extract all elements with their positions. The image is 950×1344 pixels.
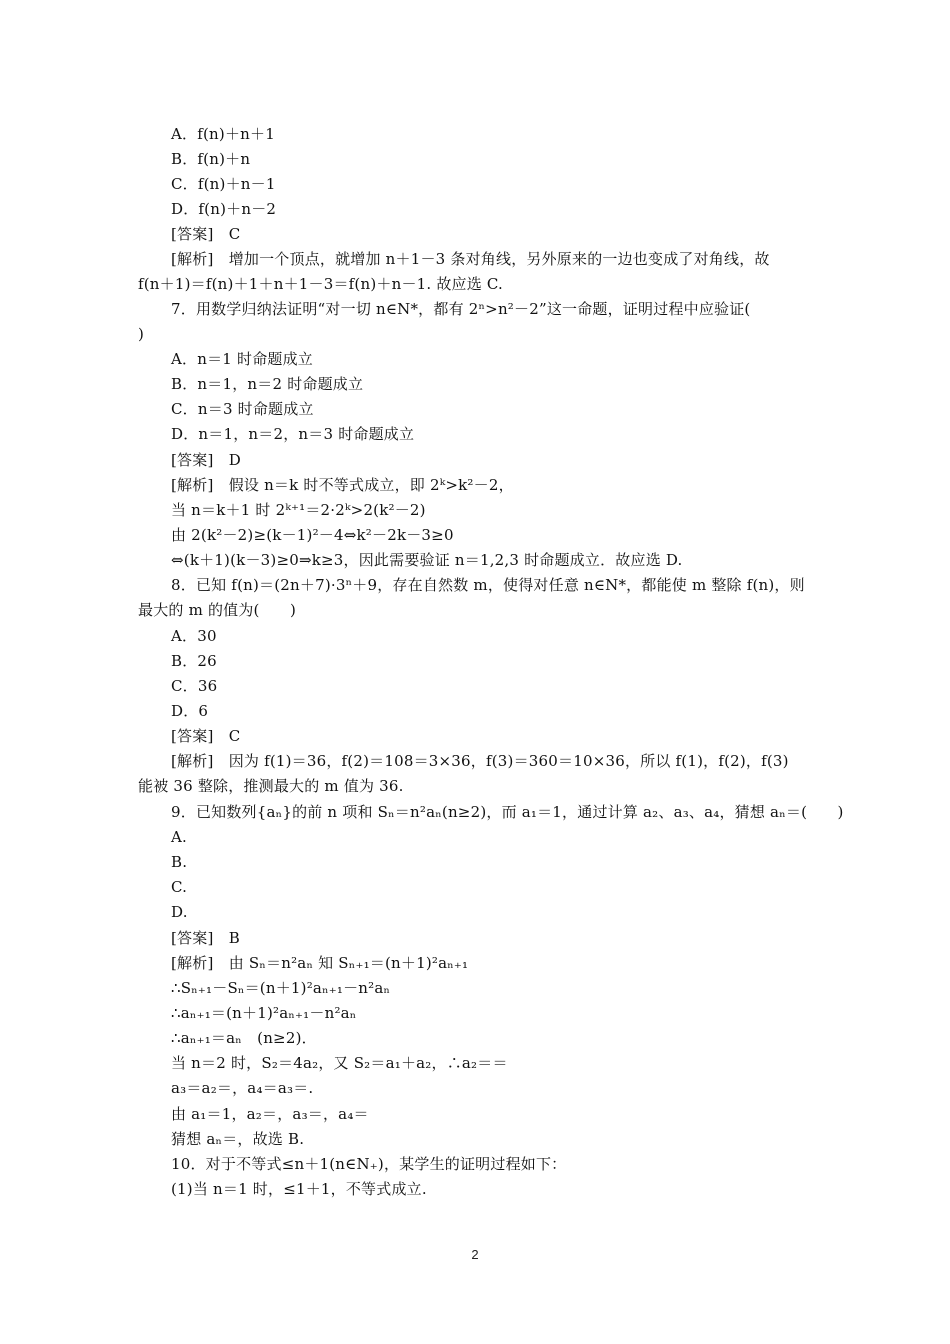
option-c: C．f(n)＋n－1 [171, 175, 276, 193]
option-c: C．36 [171, 677, 218, 695]
analysis-line: 当 n＝2 时，S₂＝4a₂，又 S₂＝a₁＋a₂，∴a₂＝＝ [171, 1054, 508, 1072]
option-b: B. [171, 853, 188, 871]
analysis-line: 当 n＝k＋1 时 2ᵏ⁺¹＝2·2ᵏ>2(k²－2) [171, 501, 426, 519]
option-b: B．26 [171, 652, 217, 670]
question-7-cont: ) [138, 325, 145, 343]
option-d: D．6 [171, 702, 209, 720]
question-7: 7．用数学归纳法证明“对一切 n∈N*，都有 2ⁿ>n²－2”这一命题，证明过程中应验证( [171, 300, 751, 318]
answer-line: [答案] B [171, 929, 240, 947]
option-d: D．f(n)＋n－2 [171, 200, 277, 218]
option-a: A．f(n)＋n＋1 [171, 125, 275, 143]
option-a: A．n＝1 时命题成立 [171, 350, 314, 368]
option-d: D. [171, 903, 188, 921]
analysis-line: ∴aₙ₊₁＝(n＋1)²aₙ₊₁－n²aₙ [171, 1004, 357, 1022]
analysis-line: [解析] 假设 n＝k 时不等式成立，即 2ᵏ>k²－2， [171, 476, 514, 494]
analysis-line: [解析] 因为 f(1)＝36，f(2)＝108＝3×36，f(3)＝360＝10×36，所以 f(1)，f(2)，f(3) [171, 752, 789, 770]
answer-line: [答案] C [171, 727, 241, 745]
option-c: C. [171, 878, 188, 896]
question-10: 10．对于不等式≤n＋1(n∈N₊)，某学生的证明过程如下： [171, 1155, 567, 1173]
option-b: B．n＝1，n＝2 时命题成立 [171, 375, 364, 393]
analysis-line: [解析] 增加一个顶点，就增加 n＋1－3 条对角线，另外原来的一边也变成了对角线，故 [171, 250, 770, 268]
question-8-cont: 最大的 m 的值为( ) [138, 601, 297, 619]
analysis-line: f(n＋1)＝f(n)＋1＋n＋1－3＝f(n)＋n－1. 故应选 C. [138, 275, 504, 293]
analysis-line: ∴Sₙ₊₁－Sₙ＝(n＋1)²aₙ₊₁－n²aₙ [171, 979, 391, 997]
analysis-line: ⇔(k＋1)(k－3)≥0⇒k≥3，因此需要验证 n＝1,2,3 时命题成立．故应选 D. [171, 551, 683, 569]
analysis-line: [解析] 由 Sₙ＝n²aₙ 知 Sₙ₊₁＝(n＋1)²aₙ₊₁ [171, 954, 469, 972]
question-8: 8．已知 f(n)＝(2n＋7)·3ⁿ＋9，存在自然数 m，使得对任意 n∈N*，都能使 m 整除 f(n)，则 [171, 576, 805, 594]
question-10-step: (1)当 n＝1 时，≤1＋1，不等式成立. [171, 1180, 427, 1198]
analysis-line: 能被 36 整除，推测最大的 m 值为 36. [138, 777, 404, 795]
option-a: A. [171, 828, 188, 846]
analysis-line: 猜想 aₙ＝，故选 B. [171, 1130, 305, 1148]
option-b: B．f(n)＋n [171, 150, 251, 168]
answer-line: [答案] C [171, 225, 241, 243]
option-a: A．30 [171, 627, 217, 645]
answer-line: [答案] D [171, 451, 241, 469]
analysis-line: ∴aₙ₊₁＝aₙ (n≥2)． [171, 1029, 317, 1047]
question-9: 9．已知数列{aₙ}的前 n 项和 Sₙ＝n²aₙ(n≥2)，而 a₁＝1，通过计算 a₂、a₃、a₄，猜想 aₙ＝( ) [171, 803, 844, 821]
page-number: 2 [471, 1247, 479, 1262]
option-d: D．n＝1，n＝2，n＝3 时命题成立 [171, 425, 415, 443]
analysis-line: a₃＝a₂＝，a₄＝a₃＝. [171, 1079, 314, 1097]
option-c: C．n＝3 时命题成立 [171, 400, 314, 418]
analysis-line: 由 a₁＝1，a₂＝，a₃＝，a₄＝ [171, 1105, 369, 1123]
analysis-line: 由 2(k²－2)≥(k－1)²－4⇔k²－2k－3≥0 [171, 526, 454, 544]
